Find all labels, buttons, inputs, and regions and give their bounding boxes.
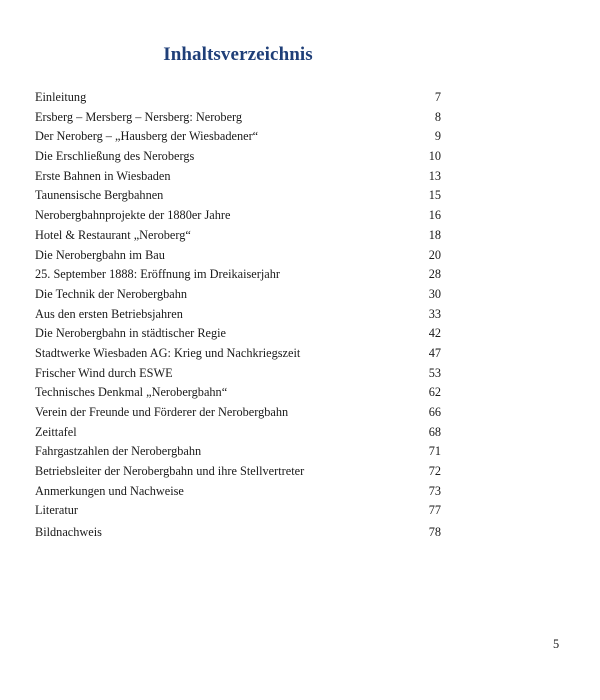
toc-entry [35,108,441,128]
toc-entry-title: Fahrgastzahlen der Nerobergbahn [35,444,202,459]
table-of-contents [35,88,441,543]
toc-entry [35,285,441,305]
toc-entry-page: 68 [428,424,441,439]
toc-entry-page: 30 [428,286,441,301]
toc-entry-page: 47 [428,345,441,360]
toc-entry-title: Betriebsleiter der Nerobergbahn und ihre Stellvertreter [35,464,305,479]
toc-entry-title: Zeittafel [35,424,77,439]
toc-entry-page: 10 [428,149,441,164]
toc-entry [35,167,441,187]
toc-entry-title: Aus den ersten Betriebsjahren [35,306,183,321]
toc-entry-title: Verein der Freunde und Förderer der Nerobergbahn [35,405,289,419]
toc-entry-page: 7 [434,90,441,104]
toc-entry-title: Die Technik der Nerobergbahn [35,286,187,301]
toc-entry-page: 13 [428,168,441,183]
toc-entry [35,482,441,502]
page-title: Inhaltsverzeichnis [163,44,313,65]
toc-entry [35,462,441,482]
toc-entry [35,186,441,206]
toc-entry [35,442,441,462]
toc-entry [35,364,441,384]
toc-entry-page: 28 [428,267,441,282]
toc-entry-title: Literatur [35,503,79,518]
toc-entry [35,344,441,364]
toc-entry-page: 78 [428,525,441,540]
toc-entry [35,246,441,266]
toc-entry-page: 62 [428,385,441,400]
toc-entry-page: 71 [428,444,441,459]
toc-entry [35,324,441,344]
toc-entry [35,383,441,403]
toc-entry-title: Ersberg – Mersberg – Nersberg: Neroberg [35,109,243,124]
toc-entry [35,147,441,167]
toc-entry-title: Bildnachweis [35,525,102,540]
toc-entry-page: 72 [428,464,441,479]
toc-entry-page: 16 [428,208,441,223]
toc-entry-title: Taunensische Bergbahnen [35,188,164,203]
toc-entry-page: 33 [428,306,441,321]
toc-entry [35,226,441,246]
toc-entry-title: Hotel & Restaurant „Neroberg“ [35,227,191,242]
toc-entry-page: 18 [428,227,441,242]
toc-entry [35,501,441,521]
toc-entry-title: Die Erschließung des Nerobergs [35,149,195,164]
toc-entry-title: Erste Bahnen in Wiesbaden [35,168,171,183]
toc-entry-title: Der Neroberg – „Hausberg der Wiesbadener“ [35,129,259,144]
toc-entry [35,423,441,443]
toc-entry-title: 25. September 1888: Eröffnung im Dreikaiserjahr [35,267,280,282]
toc-entry-title: Die Nerobergbahn im Bau [35,247,165,262]
toc-entry [35,523,441,543]
toc-entry-title: Die Nerobergbahn in städtischer Regie [35,326,226,341]
toc-entry [35,88,441,108]
page-number: 5 [553,637,560,651]
toc-entry-title: Anmerkungen und Nachweise [35,483,184,498]
toc-entry-page: 9 [434,129,441,144]
toc-entry-title: Stadtwerke Wiesbaden AG: Krieg und Nachkriegszeit [35,345,301,360]
toc-entry-page: 66 [428,405,441,419]
toc-entry [35,206,441,226]
toc-entry-page: 73 [428,483,441,498]
toc-entry [35,127,441,147]
toc-entry [35,265,441,285]
toc-entry-title: Nerobergbahnprojekte der 1880er Jahre [35,208,231,223]
toc-entry-page: 15 [428,188,441,203]
toc-entry-title: Frischer Wind durch ESWE [35,365,173,380]
toc-entry [35,403,441,423]
toc-entry-page: 42 [428,326,441,341]
toc-entry [35,305,441,325]
toc-entry-page: 20 [428,247,441,262]
toc-entry-page: 53 [428,365,441,380]
toc-entry-page: 8 [434,109,441,124]
toc-entry-title: Einleitung [35,90,87,104]
toc-entry-title: Technisches Denkmal „Nerobergbahn“ [35,385,228,400]
toc-entry-page: 77 [428,503,441,518]
